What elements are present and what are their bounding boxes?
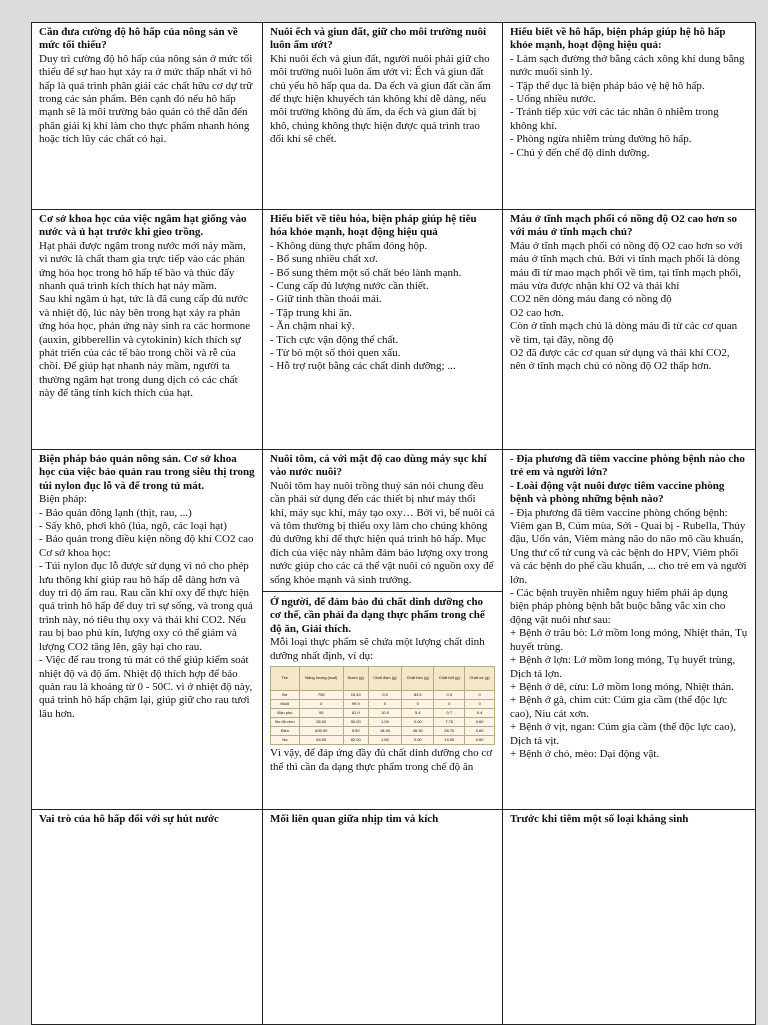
question-heading: Hiểu biết về tiêu hóa, biện pháp giúp hệ tiêu hóa khỏe mạnh, hoạt động hiệu quả [270,213,477,239]
grid-row [32,450,756,810]
qa-cell [503,450,756,810]
nutrition-cell: 0 [465,700,495,709]
nutrition-cell: 18.40 [368,727,401,736]
question-heading: Nuôi tôm, cá với mật độ cao dùng máy sục khí vào nước nuôi? [270,453,487,479]
answer-text: - Địa phương đã tiêm vaccine phòng chống bệnh: Viêm gan B, Cúm mùa, Sởi - Quai bị - Rubella, Thủy đậu, Uốn ván, Viêm màng não do não mô cầu khuẩn, Ung thư cổ tử cung và các bệnh do HPV, Viêm phổi và các bệnh do phế cầu khuẩn, ... cho trẻ em và người lớn. - Các bệnh truyền nhiễm nguy hiểm phải áp dụng biện pháp phòng bệnh bắt buộc bằng vắc xin cho động vật nuôi như sau: + Bệnh ở trâu bò: Lở mồm long móng, Nhiệt thán, Tụ huyết trùng. + Bệnh ở lợn: Lở mồm long móng, Tụ huyết trùng, Dịch tả lợn. + Bệnh ở dê, cừu: Lở mồm long móng, Nhiệt thán. + Bệnh ở gà, chim cút: Cúm gia cầm (thể độc lực cao), Niu cát xơn. + Bệnh ở vịt, ngan: Cúm gia cầm (thể độc lực cao), Dịch tả vịt. + Bệnh ở chó, mèo: Dại động vật. [510,506,748,760]
answer-text: Biện pháp: - Bảo quản đông lạnh (thịt, rau, ...) - Sấy khô, phơi khô (lúa, ngô, các loại hạt) - Bảo quản trong điều kiện nồng độ khí CO2 cao Cơ sở khoa học: - Túi nylon đục lỗ được sử dụng vì nó cho phép lưu thông khí giúp rau hô hấp dễ dàng hơn và duy trì độ ẩm rau. Rau cần khí oxy để thực hiện quá trình hô hấp để duy trì sự sống, và trong quá trình này, nó tiêu thụ oxy và thải khí CO2. Nếu rau bị bao phủ kín, lượng oxy có thể giảm và lượng CO2 tăng lên, gây hại cho rau. - Việc để rau trong tủ mát có thể giúp kiểm soát nhiệt độ và độ ẩm. Nhiệt độ thích hợp để bảo quản rau là khoảng từ 0 - 50C. vì ở nhiệt độ này, quá trình hô hấp chậm lại, giúp giữ cho rau tươi lâu hơn. [39,493,254,720]
qa-cell [503,810,756,1025]
question-heading: Biện pháp bảo quản nông sản. Cơ sở khoa học của việc bảo quản rau trong siêu thị trong túi nylon đục lỗ và để trong tủ mát. [39,453,255,492]
nutrition-row [271,718,495,727]
question-heading: Máu ở tĩnh mạch phổi có nồng độ O2 cao hơn so với máu ở tĩnh mạch chủ? [510,213,738,239]
nutrition-cell: 81.9 [343,709,368,718]
grid-row [32,810,756,1025]
nutrition-cell: Chất xơ (g) [465,667,495,691]
question-heading: Trước khi tiêm một số loại kháng sinh [510,813,689,825]
qa-cell [263,210,503,450]
nutrition-cell: 82.00 [343,736,368,745]
answer-text: - Không dùng thực phẩm đóng hộp. - Bổ sung nhiều chất xơ. - Bổ sung thêm một số chất béo lành mạnh. - Cung cấp đủ lượng nước cần thiết. - Giữ tinh thần thoải mái. - Tập trung khi ăn. - Ăn chậm nhai kỹ. - Tích cực vận động thể chất. - Từ bỏ một số thói quen xấu. - Hỗ trợ ruột bằng các chất dinh dưỡng; ... [270,239,462,373]
qa-grid [31,22,756,1025]
question-heading: Ở người, để đảm bảo đủ chất dinh dưỡng cho cơ thể, cần phải đa dạng thực phẩm trong chế độ ăn, Giải thích. [270,596,485,635]
nutrition-cell: 0 [368,700,401,709]
qa-cell [503,23,756,210]
nutrition-cell: Chất bột (g) [434,667,465,691]
qa-cell [32,810,263,1025]
nutrition-cell: 64.00 [299,736,343,745]
qa-cell [263,810,503,1025]
nutrition-cell: 0 [434,700,465,709]
nutrition-cell: 15.40 [343,691,368,700]
answer-text: Mỗi loại thực phẩm sẽ chứa một lượng chất dinh dưỡng nhất định, ví dụ: [270,636,485,662]
question-heading: Nuôi ếch và giun đất, giữ cho môi trường nuôi luôn ẩm ướt? [270,26,487,52]
answer-text: Hạt phải được ngâm trong nước mới nảy mầm, vì nước là chất tham gia trực tiếp vào các phản ứng hóa học trong hô hấp tế bào và thúc đẩy nhanh quá trình kích thích hạt nảy mầm. Sau khi ngâm ủ hạt, tức là đã cung cấp đủ nước và nhiệt độ, lúc này bên trong hạt xảy ra phản ứng hóa học, phản ứng này sinh ra các hormone (auxin, gibberellin và cytokinin) kích thích sự phát triển của các tế bào trong chồi và rễ của chồi. Để giúp hạt nhanh nảy mầm, người ta thường ngâm hạt trong dung dịch có các chất này để tăng tính kích thích của hạt. [39,239,251,400]
nutrition-cell: 95 [299,709,343,718]
nutrition-cell: Đu đủ chín [271,718,300,727]
answer-text: Máu ở tĩnh mạch phổi có nồng độ O2 cao hơn so với máu ở tĩnh mạch chủ. Bởi vì tĩnh mạch phổi là dòng máu đi từ mao mạch phổi về tim, tại tĩnh mạch phổi, máu vừa được nhận khí O2 và thải khí CO2 nên dòng máu đang có nồng độ O2 cao hơn. Còn ở tĩnh mạch chủ là dòng máu đi từ các cơ quan về tim, tại đây, nồng độ O2 đã được các cơ quan sử dụng và thải khí CO2, nên ở tĩnh mạch chủ có nồng độ O2 thấp hơn. [510,239,743,373]
nutrition-header-row [271,667,495,691]
nutrition-cell: 1.00 [368,718,401,727]
nutrition-cell: Điều [271,727,300,736]
answer-text: Vì vậy, để đáp ứng đầy đủ chất dinh dưỡng cho cơ thể thì cần đa dạng thực phẩm trong chế độ ăn [270,747,493,773]
nutrition-cell: Muối [271,700,300,709]
qa-cell [263,23,503,210]
nutrition-cell: 0 [402,700,434,709]
answer-text: Nuôi tôm hay nuôi trồng thuỷ sản nói chung đều cần phải sử dụng đến các thiết bị như máy thổi khí, máy sục khí, máy tạo oxy… Bởi vì, bể nuôi cá và tôm thường bị thiếu oxy làm cho chúng không đủ dưỡng khí để thực hiện quá trình hô hấp. Mục đích của việc này nhằm đảm bảo lượng oxy trong nước giúp cho các cá thể vật nuôi có nguồn oxy để sống khỏe mạnh và sinh trưởng. [270,479,495,586]
answer-text: Duy trì cường độ hô hấp của nông sản ở mức tối thiểu để sự hao hụt xảy ra ở mức thấp nhất vì hô hấp là quá trình phân giải các chất hữu cơ dự trữ trong các sản phẩm. Bên cạnh đó nếu hô hấp mạnh sẽ là môi trường bảo quản có thể dẫn đến phân giải kị khí làm cho thực phẩm nhanh hỏng hoặc tích lũy các chất có hại. [39,52,253,146]
nutrition-cell: 0.60 [465,718,495,727]
nutrition-cell: 7.70 [434,718,465,727]
nutrition-cell: 0.60 [465,727,495,736]
document-page [31,22,755,1024]
nutrition-cell: 5.4 [402,709,434,718]
nutrition-cell: 35.00 [299,718,343,727]
nutrition-cell: 1.60 [368,736,401,745]
nutrition-cell: 0.5 [368,691,401,700]
qa-cell [503,210,756,450]
nutrition-cell: Tên [271,667,300,691]
question-heading: Hiểu biết về hô hấp, biện pháp giúp hệ hô hấp khỏe mạnh, hoạt động hiệu quả: [510,26,726,52]
nutrition-cell: 10.9 [368,709,401,718]
nutrition-row [271,727,495,736]
nutrition-cell: 90.00 [343,718,368,727]
answer-text: - Làm sạch đường thở bằng cách xông khí dung bằng nước muối sinh lý. - Tập thể dục là biện pháp bảo vệ hệ hô hấp. - Uống nhiều nước. - Tránh tiếp xúc với các tác nhân ô nhiễm trong không khí. - Phòng ngừa nhiễm trùng đường hô hấp. - Chú ý đến chế độ dinh dưỡng. [510,52,745,159]
nutrition-row [271,709,495,718]
nutrition-table [270,666,495,745]
nutrition-cell: Chất đạm (g) [368,667,401,691]
nutrition-cell: 605.00 [299,727,343,736]
nutrition-row [271,691,495,700]
qa-cell [32,450,263,810]
nutrition-cell: 28.70 [434,727,465,736]
nutrition-cell: 0.5 [434,691,465,700]
nutrition-cell: 5.50 [343,727,368,736]
qa-cell [32,210,263,450]
nutrition-cell: 0.00 [402,718,434,727]
nested-qa [263,591,502,774]
nutrition-cell: Na [271,736,300,745]
grid-row [32,210,756,450]
answer-text: Khi nuôi ếch và giun đất, người nuôi phải giữ cho môi trường nuôi luôn ẩm ướt vì: Ếch và giun đất chủ yếu hô hấp qua da. Da ếch và giun đất cần ẩm để thực hiện khuyếch tán không khí dễ dàng, nếu môi trường không đủ ẩm, da ếch và giun đất bị khô, chúng không thực hiện được quá trình trao đổi khí sẽ chết. [270,52,491,146]
nutrition-row [271,700,495,709]
nutrition-cell: 756 [299,691,343,700]
question-heading: Cơ sở khoa học của việc ngâm hạt giống vào nước và ủ hạt trước khi gieo trồng. [39,213,247,239]
nutrition-cell: Năng lượng (kcal) [299,667,343,691]
nutrition-cell: 46.30 [402,727,434,736]
nutrition-cell: 14.50 [434,736,465,745]
nutrition-cell: 0.7 [434,709,465,718]
question-heading: Mối liên quan giữa nhịp tim và kích [270,813,439,825]
question-heading: Vai trò của hô hấp đối với sự hút nước [39,813,219,825]
qa-cell [32,23,263,210]
nutrition-cell: 0 [465,691,495,700]
nutrition-cell: 0.4 [465,709,495,718]
nutrition-cell: 83.5 [402,691,434,700]
nutrition-cell: Chất béo (g) [402,667,434,691]
nutrition-cell: Đậu phụ [271,709,300,718]
nutrition-cell: Nước (g) [343,667,368,691]
grid-row [32,23,756,210]
nutrition-cell: 0 [299,700,343,709]
nutrition-cell: 0.00 [402,736,434,745]
qa-cell [263,450,503,810]
nutrition-cell: 99.9 [343,700,368,709]
nutrition-cell: Bơ [271,691,300,700]
question-heading: - Địa phương đã tiêm vaccine phòng bệnh nào cho trẻ em và người lớn? - Loài động vật nuôi được tiêm vaccine phòng bệnh và phòng những bệnh nào? [510,453,745,506]
nutrition-row [271,736,495,745]
question-heading: Cần đưa cường độ hô hấp của nông sản về mức tối thiểu? [39,26,238,52]
nutrition-cell: 0.80 [465,736,495,745]
